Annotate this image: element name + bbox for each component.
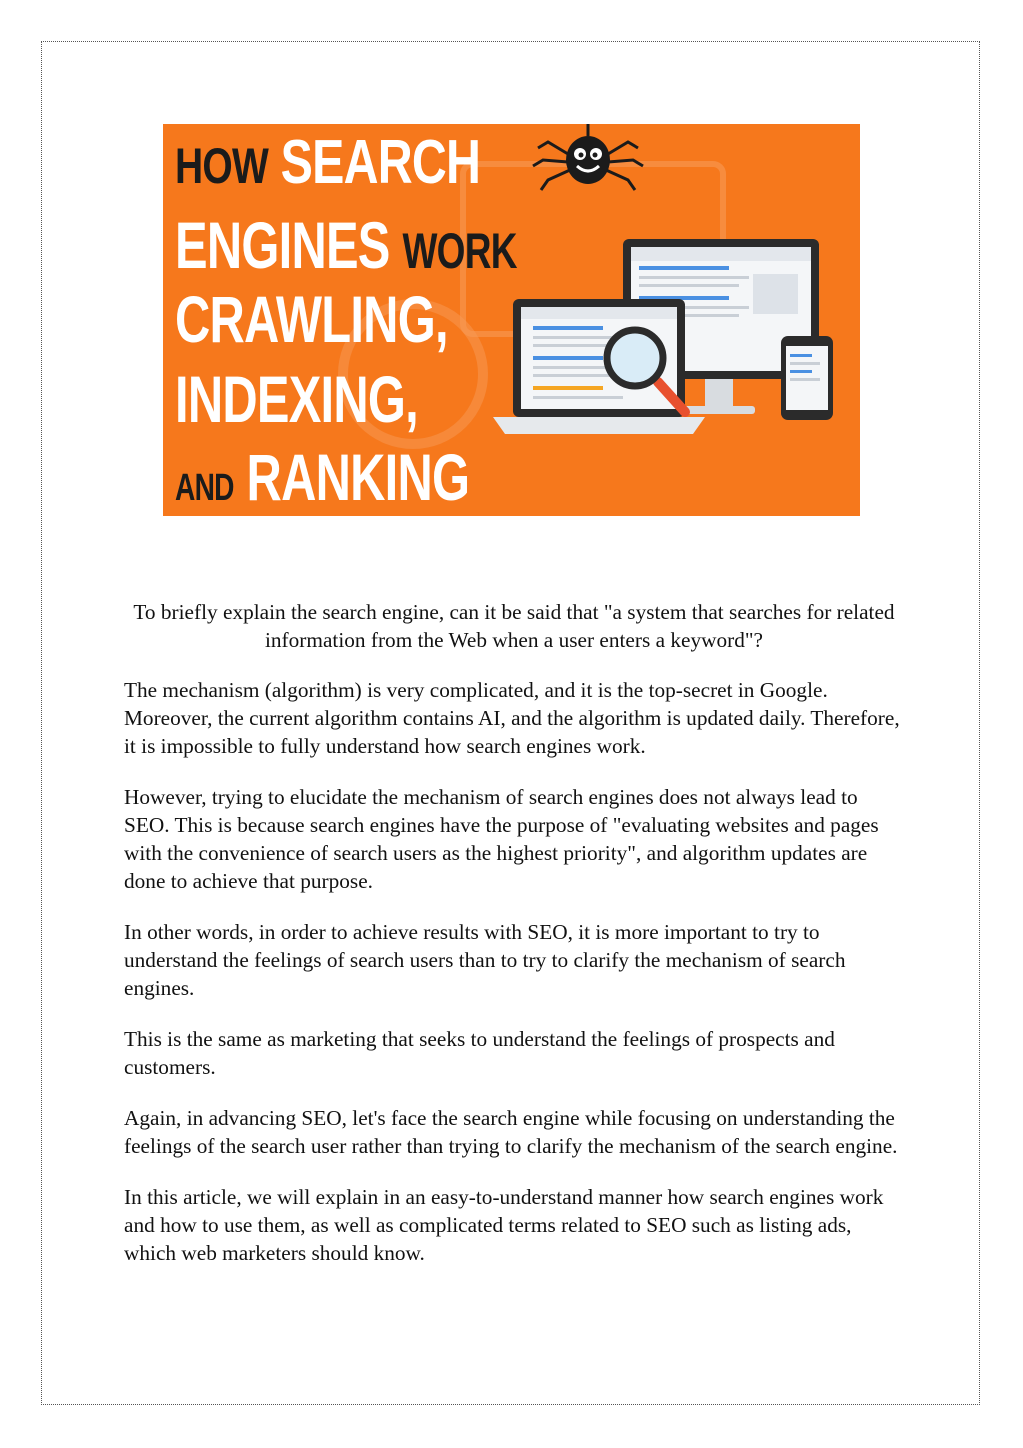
banner-headline-line-1: HOW SEARCH [175, 128, 481, 197]
banner-headline-line-2: ENGINES WORK [175, 208, 517, 282]
banner-headline-line-5: AND RANKING [175, 440, 470, 514]
body-paragraph-6: In this article, we will explain in an easy-to-understand manner how search engines work and how to use them, as well as complicated terms related to SEO such as listing ads, which web marketers should know. [124, 1185, 884, 1265]
body-paragraph-1: The mechanism (algorithm) is very complicated, and it is the top-secret in Google. Moreover, the current algorithm contains AI, and the algorithm is updated daily. Therefore, it is impossible to fully understand how search engines work. [124, 678, 900, 758]
spider-icon [533, 124, 643, 190]
laptop-icon [493, 299, 705, 434]
banner-headline-line-4: INDEXING, [175, 362, 419, 436]
article-banner-image [163, 124, 860, 516]
phone-icon [781, 336, 833, 420]
body-paragraph-4: This is the same as marketing that seeks to understand the feelings of prospects and customers. [124, 1027, 835, 1079]
article-body [124, 598, 904, 1290]
intro-paragraph: To briefly explain the search engine, can it be said that "a system that searches for related information from the Web when a user enters a keyword"? [133, 600, 895, 652]
banner-headline-line-3: CRAWLING, [175, 282, 448, 356]
body-paragraph-2: However, trying to elucidate the mechanism of search engines does not always lead to SEO. This is because search engines have the purpose of "evaluating websites and pages with the convenience of search users as the highest priority", and algorithm updates are done to achieve that purpose. [124, 785, 879, 893]
body-paragraph-3: In other words, in order to achieve results with SEO, it is more important to try to understand the feelings of search users than to try to clarify the mechanism of search engines. [124, 920, 846, 1000]
body-paragraph-5: Again, in advancing SEO, let's face the search engine while focusing on understanding the feelings of the search user rather than trying to clarify the mechanism of the search engine. [124, 1106, 898, 1158]
